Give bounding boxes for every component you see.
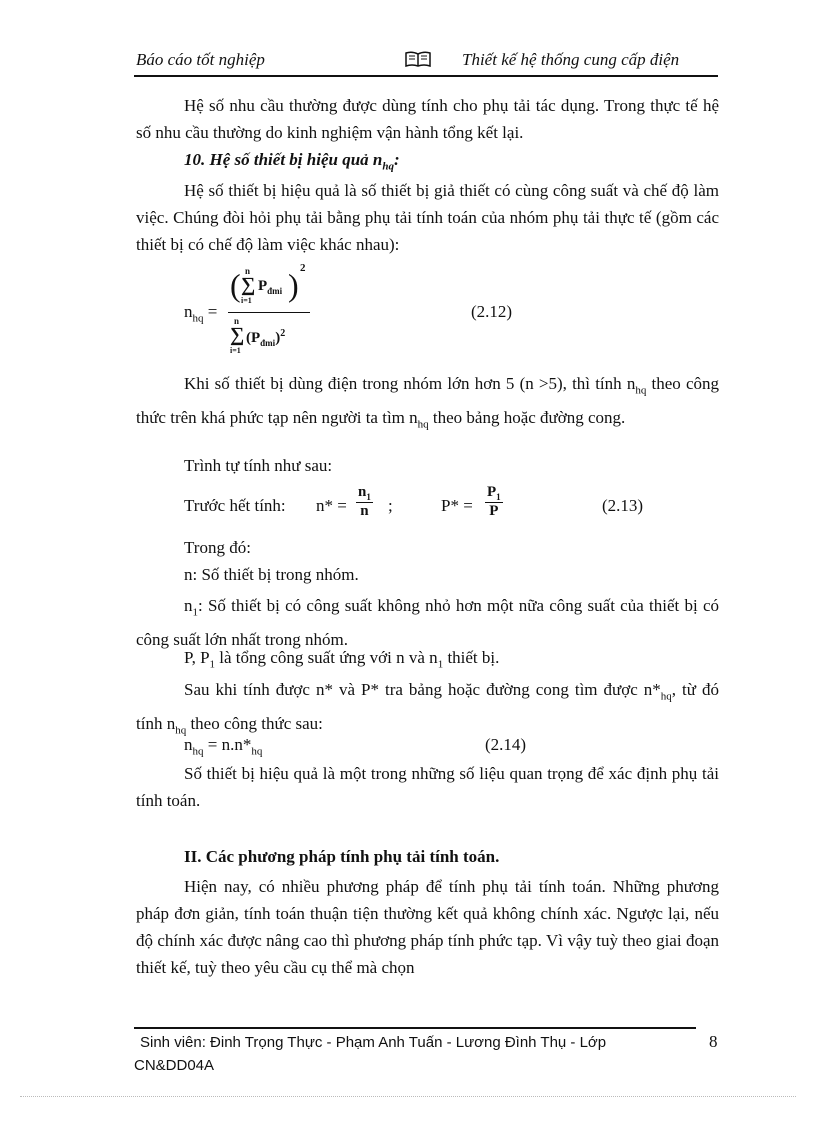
footer-rule: [134, 1027, 696, 1029]
header-left: Báo cáo tốt nghiệp: [136, 50, 265, 69]
fraction-n1-over-n: $\frac{n_1}{n}$: [358, 484, 371, 519]
where-label: Trong đó:: [184, 538, 251, 557]
paragraph-methods-intro: Hiện nay, có nhiều phương pháp để tính phụ tải tính toán. Những phương pháp đơn giản, tính toán thuận tiện thường kết quả không chính xác. Ngược lại, nếu độ chính xác được nâng cao thì phương pháp tính phức tạp. Vì vậy tuỳ theo giai đoạn thiết kế, tuỳ theo yêu cầu cụ thể mà chọn: [136, 877, 719, 977]
procedure-intro: Trình tự tính như sau:: [184, 456, 333, 475]
page-bottom-dotted-rule: [20, 1096, 796, 1097]
equation-label-2-14: (2.14): [485, 735, 527, 754]
equation-numerator: ( n ∑ i=1 $P_{đmi}$ ) 2: [230, 262, 306, 305]
page-number: 8: [709, 1032, 718, 1051]
fraction-p1-over-p: $\frac{P_1}{P}$: [487, 484, 501, 519]
paragraph-more-than-five: Khi số thiết bị dùng điện trong nhóm lớn hơn 5 (n >5), thì tính $n_{hq}$ theo công thức trên khá phức tạp nên người ta tìm $n_{hq}$ theo bảng hoặc đường cong.: [136, 374, 719, 431]
definition-n1: $n_1$: Số thiết bị có công suất không nhỏ hơn một nữa công suất của thiết bị có công suất lớn nhất trong nhóm.: [136, 596, 719, 650]
equation-2-14: $n_{hq} = n.n*_{hq}$: [184, 735, 263, 758]
header-rule: [134, 75, 718, 77]
paragraph-demand-factor: Hệ số nhu cầu thường được dùng tính cho phụ tải tác dụng. Trong thực tế hệ số nhu cầu thường do kinh nghiệm vận hành tổng kết lại.: [136, 96, 719, 142]
definition-p: P, $P_1$ là tổng công suất ứng với n và $n_1$ thiết bị.: [184, 648, 500, 671]
equation-2-12: $n_{hq}$ = ( n ∑ i=1 $P_{đmi}$ ) 2 n ∑ i=1 $(P_{đmi})^2$ (2.12): [184, 264, 584, 360]
paragraph-importance: Số thiết bị hiệu quả là một trong những số liệu quan trọng để xác định phụ tải tính toán.: [136, 764, 719, 810]
paragraph-effective-devices-def: Hệ số thiết bị hiệu quả là số thiết bị giả thiết có cùng công suất và chế độ làm việc. Chúng đòi hỏi phụ tải bằng phụ tải tính toán của nhóm phụ tải thực tế (gồm các thiết bị có chế độ làm việc khác nhau):: [136, 181, 719, 254]
footer-students: Sinh viên: Đinh Trọng Thực - Phạm Anh Tuấn - Lương Đình Thụ - Lớp: [140, 1034, 607, 1051]
equation-denominator: n ∑ i=1 $(P_{đmi})^2$: [230, 316, 286, 355]
section-heading-methods: II. Các phương pháp tính phụ tải tính toán.: [184, 847, 500, 866]
definition-n: n: Số thiết bị trong nhóm.: [184, 565, 359, 584]
paragraph-lookup: Sau khi tính được n* và P* tra bảng hoặc đường cong tìm được $n*_{hq}$, từ đó tính $n_{hq}$ theo công thức sau:: [136, 680, 720, 737]
heading-effective-devices: 10. Hệ số thiết bị hiệu quả $n_{hq}$:: [184, 150, 400, 173]
equation-label-2-12: (2.12): [471, 302, 513, 321]
header-right: Thiết kế hệ thống cung cấp điện: [462, 50, 680, 69]
book-icon: [404, 50, 432, 73]
equation-2-13: Trước hết tính: n* = $\frac{n_1}{n}$ ; P* = $\frac{P_1}{P}$ (2.13): [184, 484, 644, 519]
fraction-bar: [228, 312, 310, 313]
footer-class: CN&DD04A: [134, 1057, 215, 1074]
